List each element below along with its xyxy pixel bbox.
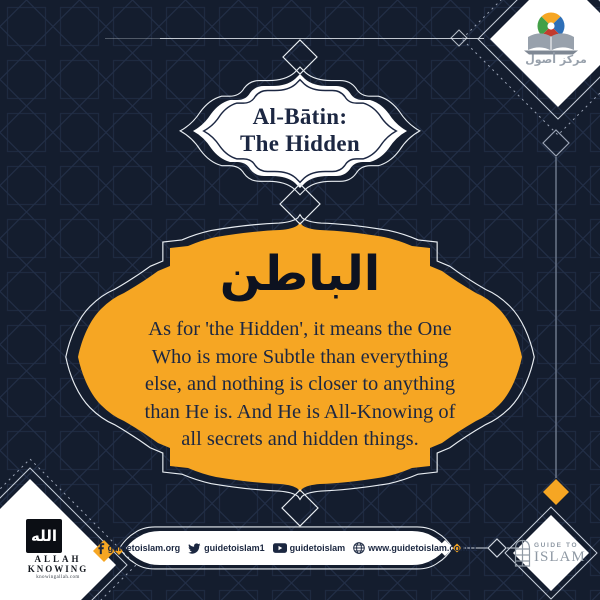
osoul-wordmark: مركز أصول — [525, 53, 587, 66]
facebook-icon — [97, 542, 105, 555]
quote-line: else, and nothing is closer to anything — [144, 373, 456, 395]
allah-knowing-line2: KNOWING — [27, 564, 89, 574]
guide-to-islam-logo — [514, 539, 598, 567]
allah-knowing-line1: ALLAH — [34, 554, 82, 564]
allah-knowing-emblem: الله — [26, 519, 62, 553]
albatin-calligraphy: الباطن — [219, 246, 381, 302]
allah-knowing-wordmark — [8, 555, 108, 581]
quote-line: all secrets and hidden things. — [181, 428, 419, 450]
website-handle: www.guidetoislam.com11 — [353, 542, 477, 554]
quote-line: than He is. And He is All-Knowing of — [144, 400, 456, 423]
mihrab-arch-icon — [514, 539, 531, 567]
quote-line: Who is more Subtle than everything — [151, 345, 449, 368]
title-line-2: The Hidden — [240, 131, 360, 156]
social-handles-bar — [107, 532, 478, 564]
quote-text — [133, 316, 467, 454]
facebook-handle: guidetoislam.org — [97, 542, 181, 555]
quote-line: As for 'the Hidden', it means the One — [148, 318, 452, 340]
twitter-handle: guidetoislam1 — [188, 543, 265, 554]
title-card — [193, 103, 407, 157]
youtube-handle: guidetoislam — [273, 543, 346, 553]
allah-knowing-url: knowingallah.com — [36, 575, 80, 580]
title-line-1: Al-Bātin: — [252, 104, 348, 129]
twitter-icon — [188, 543, 201, 554]
youtube-icon — [273, 543, 287, 553]
gti-line1: GUIDE TO — [534, 542, 579, 549]
globe-icon — [353, 542, 365, 554]
gti-line2: ISLAM — [534, 549, 586, 565]
